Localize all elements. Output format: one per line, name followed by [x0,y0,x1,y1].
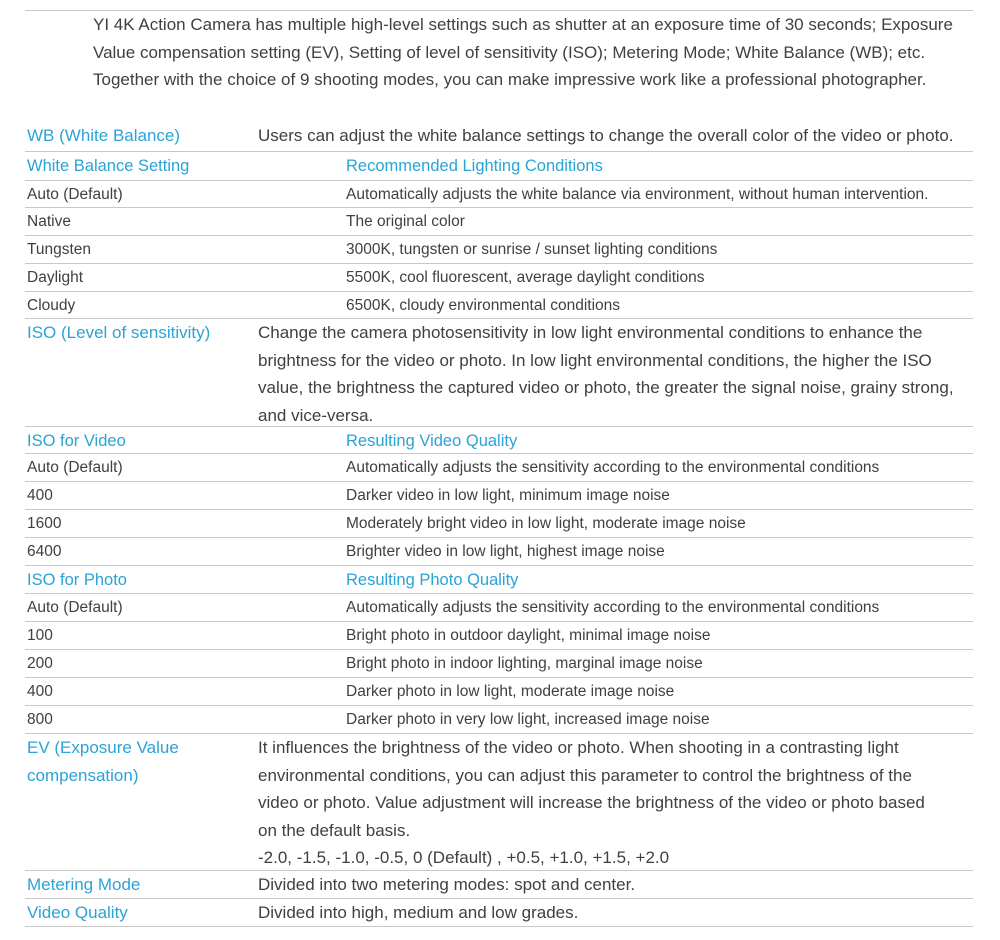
iso-label: ISO (Level of sensitivity) [27,323,211,342]
wb-option: Tungsten [27,241,92,258]
iso-photo-option-desc: Automatically adjusts the sensitivity according to the environmental conditions [346,599,880,616]
intro-paragraph: YI 4K Action Camera has multiple high-level settings such as shutter at an exposure time of 30 seconds; Exposure Value compensation setting (EV), Setting of level of sensitivity (ISO); Metering Mode; White Balance (WB); etc. Together with the choice of 9 shooting modes, you can make impressive work like a professional photographer. [93,15,953,89]
iso-photo-option-desc: Darker photo in very low light, increased image noise [346,711,710,728]
table-row [25,236,973,264]
video-quality-row [25,899,973,927]
wb-row [25,122,973,152]
iso-video-option: 6400 [27,543,62,560]
table-row [25,208,973,236]
metering-description: Divided into two metering modes: spot and center. [258,875,636,894]
wb-option: Auto (Default) [27,186,123,203]
iso-video-option: 400 [27,487,53,504]
iso-photo-option-desc: Darker photo in low light, moderate image noise [346,683,675,700]
iso-video-header-row [25,427,973,454]
iso-photo-option: Auto (Default) [27,599,123,616]
wb-option: Cloudy [27,297,76,314]
table-row [25,594,973,622]
iso-video-quality-header: Resulting Video Quality [346,432,518,450]
iso-video-option-desc: Brighter video in low light, highest image noise [346,543,665,560]
metering-row [25,871,973,899]
ev-label: EV (Exposure Value compensation) [27,738,179,785]
iso-photo-option: 400 [27,683,53,700]
wb-option-desc: The original color [346,213,465,230]
iso-video-option-desc: Automatically adjusts the sensitivity according to the environmental conditions [346,459,880,476]
ev-row [25,734,973,871]
wb-header-conditions: Recommended Lighting Conditions [346,157,603,175]
table-row [25,264,973,292]
table-row [25,292,973,319]
iso-description: Change the camera photosensitivity in low light environmental conditions to enhance the brightness for the video or photo. In low light environmental conditions, the higher the ISO value, the brightness the captured video or photo, the greater the signal noise, grainy strong, and vice-versa. [258,323,954,425]
table-row [25,454,973,482]
iso-video-option: 1600 [27,515,62,532]
iso-row [25,319,973,427]
iso-photo-option: 100 [27,627,53,644]
table-row [25,650,973,678]
iso-video-option-desc: Darker video in low light, minimum image noise [346,487,670,504]
settings-table [25,122,973,927]
wb-option-desc: 6500K, cloudy environmental conditions [346,297,621,314]
table-row [25,538,973,566]
ev-description-block [258,734,938,872]
wb-option: Native [27,213,71,230]
iso-photo-option: 800 [27,711,53,728]
wb-option-desc: 5500K, cool fluorescent, average daylight conditions [346,269,705,286]
wb-option-desc: Automatically adjusts the white balance via environment, without human intervention. [346,186,929,203]
table-row [25,678,973,706]
table-row [25,706,973,734]
table-row [25,482,973,510]
iso-photo-option-desc: Bright photo in outdoor daylight, minimal image noise [346,627,711,644]
wb-header-row [25,152,973,181]
iso-photo-option-desc: Bright photo in indoor lighting, marginal image noise [346,655,703,672]
table-row [25,622,973,650]
metering-label: Metering Mode [27,875,141,894]
wb-option-desc: 3000K, tungsten or sunrise / sunset lighting conditions [346,241,718,258]
ev-description: It influences the brightness of the video or photo. When shooting in a contrasting light environmental conditions, you can adjust this parameter to control the brightness of the video or photo. Value adjustment will increase the brightness of the video or photo based on the default basis. [258,738,925,840]
iso-photo-option: 200 [27,655,53,672]
wb-description: Users can adjust the white balance settings to change the overall color of the video or photo. [258,126,954,145]
wb-option: Daylight [27,269,83,286]
iso-video-option-desc: Moderately bright video in low light, moderate image noise [346,515,746,532]
wb-label: WB (White Balance) [27,126,181,145]
table-row [25,181,973,208]
iso-photo-header-row [25,566,973,594]
wb-header-setting: White Balance Setting [27,157,190,175]
iso-photo-quality-header: Resulting Photo Quality [346,571,519,589]
iso-video-header: ISO for Video [27,432,126,450]
table-row [25,510,973,538]
iso-photo-header: ISO for Photo [27,571,127,589]
iso-video-option: Auto (Default) [27,459,123,476]
video-quality-label: Video Quality [27,903,128,922]
video-quality-description: Divided into high, medium and low grades. [258,903,579,922]
ev-values: -2.0, -1.5, -1.0, -0.5, 0 (Default) , +0.5, +1.0, +1.5, +2.0 [258,848,670,867]
